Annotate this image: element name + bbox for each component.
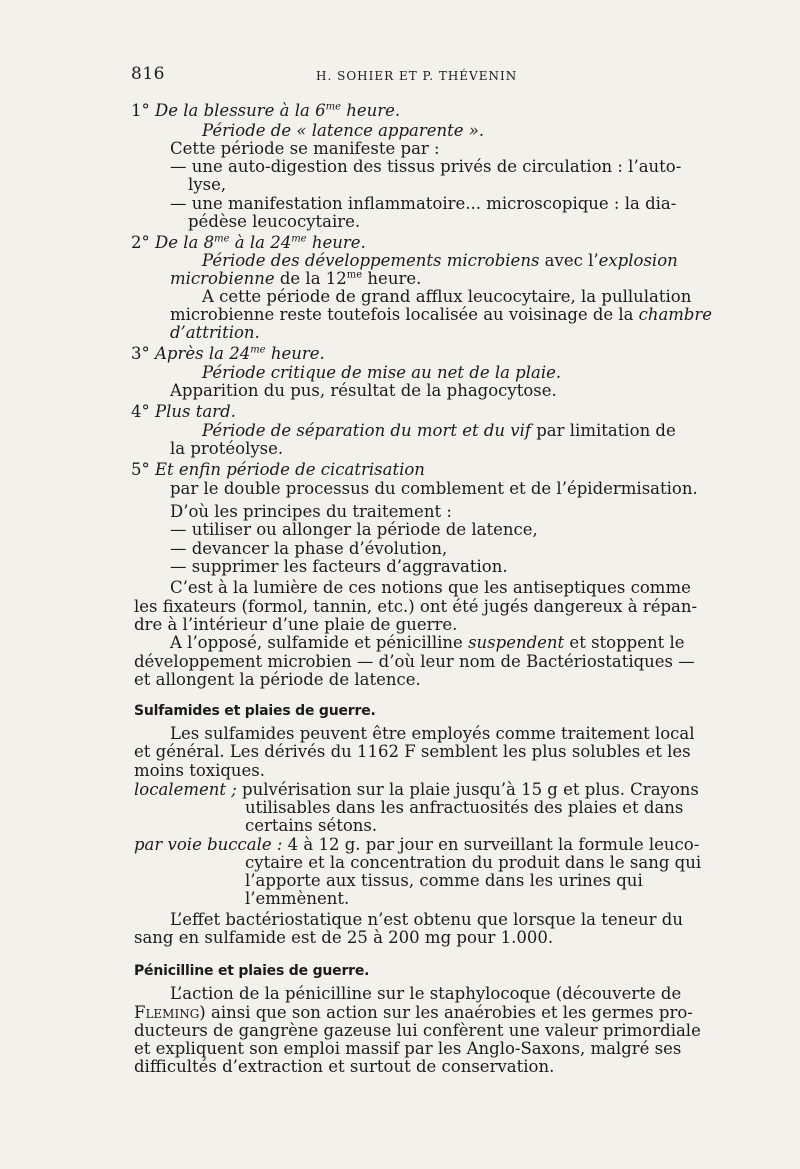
peni-line: difficultés d’extraction et surtout de conservation. — [134, 1057, 555, 1076]
section-5-title: Et enfin période de cicatrisation — [155, 460, 425, 479]
sulfa-line: moins toxiques. — [134, 761, 266, 780]
section-2-line: d’attrition. — [170, 323, 260, 342]
section-4-number: 4° — [131, 402, 150, 421]
section-2-number: 2° — [131, 233, 150, 252]
section-title-sulfamides: Sulfamides et plaies de guerre. — [134, 703, 376, 719]
principles-intro: D’où les principes du traitement : — [170, 502, 452, 521]
section-4-line: Période de séparation du mort et du vif par limitation de — [202, 421, 676, 440]
section-4-heading — [131, 402, 236, 422]
section-1-heading — [131, 101, 400, 121]
sulfa-oral-line: cytaire et la concentration du produit dans le sang qui — [245, 853, 702, 872]
paragraph-line: C’est à la lumière de ces notions que les antiseptiques comme — [170, 578, 691, 597]
oral-label: par voie buccale : — [134, 835, 283, 854]
paragraph-line: et allongent la période de latence. — [134, 670, 421, 689]
section-3-line: Apparition du pus, résultat de la phagocytose. — [170, 381, 557, 400]
section-title-penicilline: Pénicilline et plaies de guerre. — [134, 963, 370, 979]
paragraph-line: dre à l’intérieur d’une plaie de guerre. — [134, 615, 458, 634]
section-1-line: lyse, — [188, 175, 227, 194]
author-fleming: Fleming) — [134, 1003, 206, 1022]
section-3-number: 3° — [131, 344, 150, 363]
paragraph-line: développement microbien — d’où leur nom de Bactériostatiques — — [134, 652, 695, 671]
section-5-line: par le double processus du comblement et de l’épidermisation. — [170, 479, 698, 498]
paragraph-line: les fixateurs (formol, tannin, etc.) ont été jugés dangereux à répan- — [134, 597, 698, 616]
principle-item: — devancer la phase d’évolution, — [170, 539, 448, 558]
peni-line: et expliquent son emploi massif par les Anglo-Saxons, malgré ses — [134, 1039, 682, 1058]
section-1-title: De la blessure à la $6^{me}$ heure. — [155, 101, 401, 120]
sulfa-oral-line: l’emmènent. — [245, 889, 350, 908]
peni-line: ducteurs de gangrène gazeuse lui confèrent une valeur primordiale — [134, 1021, 701, 1040]
sulfa-local-line: certains sétons. — [245, 816, 378, 835]
sulfa-line: L’effet bactériostatique n’est obtenu que lorsque la teneur du — [170, 910, 683, 929]
sulfa-local-line: utilisables dans les anfractuosités des plaies et dans — [245, 798, 684, 817]
sulfa-oral-line: par voie buccale : 4 à 12 g. par jour en surveillant la formule leuco- — [134, 835, 700, 854]
section-1-period: Période de « latence apparente ». — [202, 121, 485, 140]
section-2-line: microbienne reste toutefois localisée au voisinage de la chambre — [170, 305, 713, 324]
sulfa-local-line: localement ; pulvérisation sur la plaie jusqu’à 15 g et plus. Crayons — [134, 780, 699, 799]
section-2-line: A cette période de grand afflux leucocytaire, la pullulation — [202, 287, 692, 306]
section-2-heading — [131, 233, 366, 253]
sulfa-line: sang en sulfamide est de 25 à 200 mg pour 1.000. — [134, 928, 554, 947]
section-4-title: Plus tard. — [155, 402, 236, 421]
section-3-period: Période critique de mise au net de la plaie. — [202, 363, 562, 382]
sulfa-oral-line: l’apporte aux tissus, comme dans les urines qui — [245, 871, 643, 890]
sulfa-line: Les sulfamides peuvent être employés comme traitement local — [170, 724, 695, 743]
section-2-line: microbienne de la $12^{me}$ heure. — [170, 269, 422, 288]
section-1-number: 1° — [131, 101, 150, 120]
section-1-line: pédèse leucocytaire. — [188, 212, 361, 231]
running-head: H. SOHIER ET P. THÉVENIN — [316, 69, 518, 83]
section-4-line: la protéolyse. — [170, 439, 284, 458]
principle-item: — supprimer les facteurs d’aggravation. — [170, 557, 508, 576]
section-3-heading — [131, 344, 325, 364]
paragraph-line: A l’opposé, sulfamide et pénicilline suspendent et stoppent le — [170, 633, 685, 652]
section-2-line: Période des développements microbiens avec l’explosion — [202, 251, 678, 270]
peni-line: Fleming) ainsi que son action sur les anaérobies et les germes pro- — [134, 1003, 693, 1022]
local-label: localement ; — [134, 780, 237, 799]
section-3-title: Après la $24^{me}$ heure. — [155, 344, 325, 363]
section-1-line: — une manifestation inflammatoire... microscopique : la dia- — [170, 194, 677, 213]
page-number: 816 — [131, 64, 165, 84]
section-5-heading — [131, 460, 425, 480]
section-1-line: — une auto-digestion des tissus privés de circulation : l’auto- — [170, 157, 682, 176]
section-1-line: Cette période se manifeste par : — [170, 139, 440, 158]
peni-line: L’action de la pénicilline sur le staphylocoque (découverte de — [170, 984, 682, 1003]
section-2-title: De la $8^{me}$ à la $24^{me}$ heure. — [155, 233, 366, 252]
section-5-number: 5° — [131, 460, 150, 479]
sulfa-line: et général. Les dérivés du 1162 F semblent les plus solubles et les — [134, 742, 691, 761]
principle-item: — utiliser ou allonger la période de latence, — [170, 520, 538, 539]
